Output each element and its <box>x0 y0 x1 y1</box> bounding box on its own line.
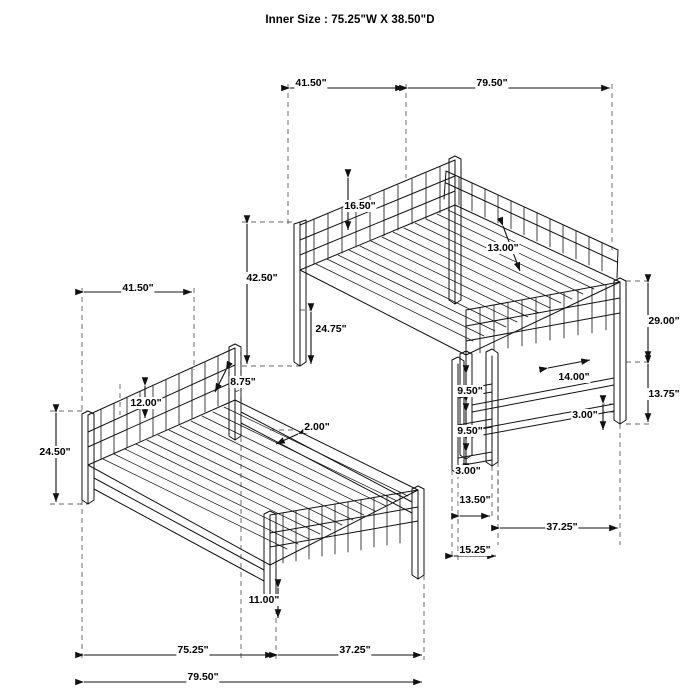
dimension-label: 12.00" <box>130 397 162 409</box>
dimension-label: 8.75" <box>230 376 256 388</box>
dimension-label: 42.50" <box>246 272 278 284</box>
dimension-label: 11.00" <box>248 594 280 606</box>
dimension-label: 13.00" <box>487 242 519 254</box>
dimension-label: 79.50" <box>187 671 219 683</box>
dimension-label: 13.75" <box>648 388 680 400</box>
dimension-label: 9.50" <box>457 385 483 397</box>
dimension-label: 79.50" <box>476 77 508 89</box>
dimension-lines <box>56 88 648 682</box>
dimension-label: 16.50" <box>344 200 376 212</box>
dimension-label: 3.00" <box>572 409 598 421</box>
dimension-label: 14.00" <box>558 371 590 383</box>
dimension-label: 29.00" <box>648 315 680 327</box>
dimension-label: 24.75" <box>315 323 347 335</box>
page-title: Inner Size : 75.25"W X 38.50"D <box>265 14 435 26</box>
dimension-label: 13.50" <box>459 494 491 506</box>
dimension-label: 3.00" <box>455 465 481 477</box>
dimension-label: 41.50" <box>122 282 154 294</box>
dimension-label: 15.25" <box>459 544 491 556</box>
dimension-label: 41.50" <box>295 77 327 89</box>
dimension-label: 9.50" <box>457 425 483 437</box>
dimension-label: 37.25" <box>546 521 578 533</box>
dimension-label: 24.50" <box>39 446 71 458</box>
dimension-label: 75.25" <box>177 644 209 656</box>
dimension-label: 37.25" <box>339 644 371 656</box>
dimension-label: 2.00" <box>304 421 330 433</box>
